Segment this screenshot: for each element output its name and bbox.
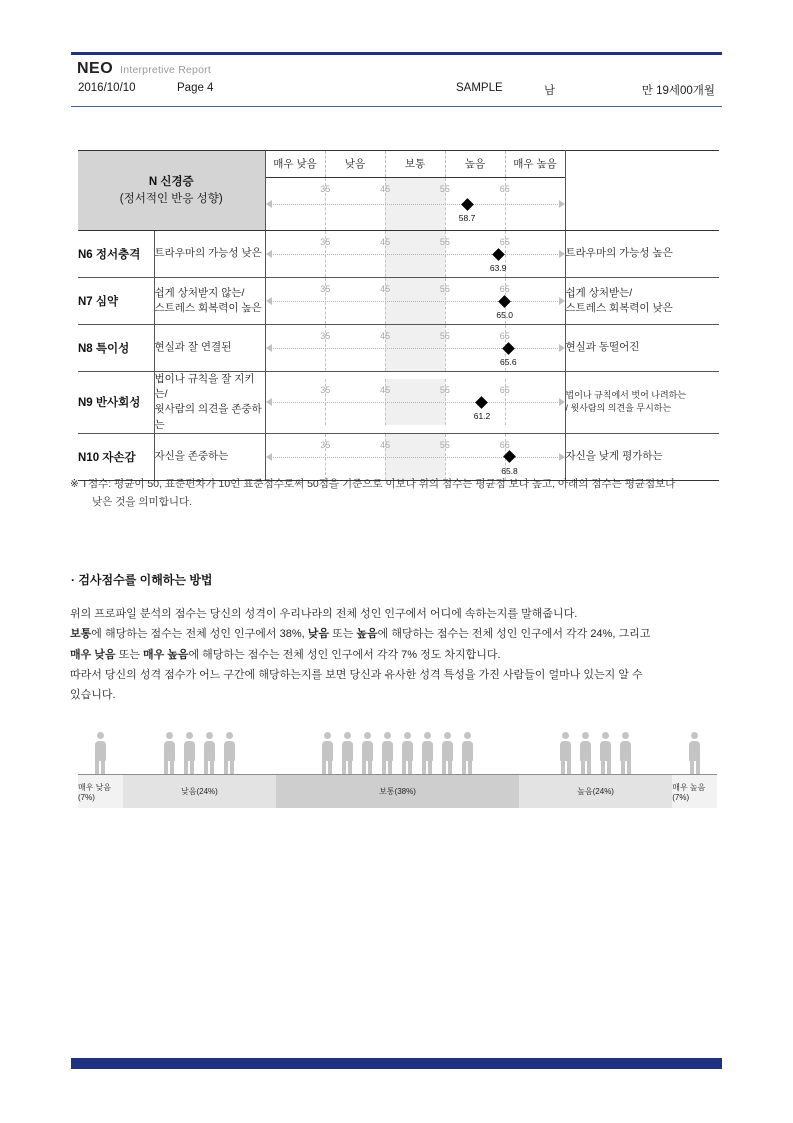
tick-label-55: 55 xyxy=(439,237,450,247)
header-meta xyxy=(77,80,716,100)
facet-high-description: 트라우마의 가능성 높은 xyxy=(565,231,719,278)
person-icon xyxy=(619,732,632,774)
table-row xyxy=(78,433,719,480)
axis-left-arrow-icon xyxy=(266,297,272,305)
tick-label-35: 35 xyxy=(320,237,331,247)
person-icon xyxy=(223,732,236,774)
facet-scale-cell xyxy=(265,372,565,434)
footnote-line-2: 낮은 것을 의미합니다. xyxy=(92,496,193,509)
tick-label-35: 35 xyxy=(320,385,331,396)
axis-left-arrow-icon xyxy=(266,398,272,406)
explain-p2-part-1: 보통 xyxy=(70,628,92,641)
scale-axis-line xyxy=(271,254,560,255)
band-header-1: 매우 낮음 xyxy=(266,151,326,177)
score-value: 65.6 xyxy=(500,356,517,367)
score-marker xyxy=(492,248,505,261)
person-icon xyxy=(94,732,107,774)
band-header-3: 보통 xyxy=(386,151,446,177)
axis-left-arrow-icon xyxy=(266,250,272,258)
tick-label-55: 55 xyxy=(439,331,450,341)
header-blank-cell xyxy=(565,151,719,231)
page-number: Page 4 xyxy=(177,82,214,94)
scale-axis-line xyxy=(271,402,560,403)
facet-scale-cell xyxy=(265,433,565,480)
facet-code: N10 자손감 xyxy=(78,433,154,480)
band-header-cell xyxy=(265,151,565,231)
person-icon xyxy=(203,732,216,774)
tick-label-55: 55 xyxy=(439,284,450,294)
axis-right-arrow-icon xyxy=(559,453,565,461)
person-icon xyxy=(401,732,414,774)
scale-axis-line xyxy=(271,457,560,458)
population-distribution xyxy=(78,726,717,808)
band-header-2: 낮음 xyxy=(326,151,386,177)
axis-left-arrow-icon xyxy=(266,344,272,352)
distribution-figure-group xyxy=(78,726,123,774)
distribution-figure-group xyxy=(123,726,276,774)
facet-scale-plot xyxy=(266,325,565,371)
tick-label-55: 55 xyxy=(439,439,450,450)
table-row xyxy=(78,278,719,325)
distribution-figure-group xyxy=(519,726,672,774)
facet-scale-plot xyxy=(266,278,565,324)
axis-left-arrow-icon xyxy=(266,200,272,208)
tick-label-45: 45 xyxy=(380,237,391,247)
domain-title-cell xyxy=(78,151,265,231)
explain-paragraph-3 xyxy=(70,645,735,665)
tick-label-55: 55 xyxy=(439,184,450,194)
axis-left-arrow-icon xyxy=(266,453,272,461)
table-row xyxy=(78,372,719,434)
footnote-line-1: ※ T점수: 평균이 50, 표준편차가 10인 표준점수로써 50점을 기준으로 이보다 위의 점수는 평균점 보다 높고, 아래의 점수는 평균점보다 xyxy=(70,478,676,490)
logo-text: NEO xyxy=(77,60,114,77)
facet-scale-plot xyxy=(266,379,565,425)
scale-axis-line xyxy=(271,348,560,349)
table-row xyxy=(78,231,719,278)
axis-right-arrow-icon xyxy=(559,200,565,208)
tick-label-45: 45 xyxy=(380,284,391,294)
explain-p2-part-3: 낮음 xyxy=(307,628,330,641)
facet-high-description: 쉽게 상처받는/ 스트레스 회복력이 낮은 xyxy=(565,278,719,325)
explain-p2-part-5: 높음 xyxy=(356,628,378,641)
domain-subtitle: (정서적인 반응 성향) xyxy=(119,192,223,205)
person-icon xyxy=(321,732,334,774)
table-row xyxy=(78,325,719,372)
score-marker xyxy=(461,198,474,211)
person-icon xyxy=(163,732,176,774)
subject-age: 만 19세00개월 xyxy=(641,85,715,97)
explain-p3-part-4: 에 해당하는 점수는 전체 성인 인구에서 각각 7% 정도 차지합니다. xyxy=(188,648,501,661)
person-icon xyxy=(361,732,374,774)
explain-paragraph-2 xyxy=(70,624,735,644)
tick-label-45: 45 xyxy=(380,331,391,341)
band-header-4: 높음 xyxy=(446,151,506,177)
tick-label-65: 65 xyxy=(499,284,510,294)
header-bottom-rule xyxy=(71,106,722,107)
distribution-bar xyxy=(78,774,717,808)
explain-p2-part-6: 에 해당하는 점수는 전체 성인 인구에서 각각 24%, 그리고 xyxy=(377,628,651,641)
facet-low-description: 트라우마의 가능성 낮은 xyxy=(154,231,265,278)
subject-sex: 남 xyxy=(544,85,556,97)
page-header xyxy=(71,52,722,107)
facet-code: N6 정서충격 xyxy=(78,231,154,278)
facet-low-description: 자신을 존중하는 xyxy=(154,433,265,480)
distribution-figure-group xyxy=(672,726,717,774)
person-icon xyxy=(688,732,701,774)
person-icon xyxy=(599,732,612,774)
facet-low-description: 쉽게 상처받지 않는/ 스트레스 회복력이 높은 xyxy=(154,278,265,325)
table-header-row xyxy=(78,151,719,231)
facet-scale-cell xyxy=(265,325,565,372)
tick-label-65: 65 xyxy=(499,385,510,396)
facet-low-description: 현실과 잘 연결된 xyxy=(154,325,265,372)
score-value: 65.8 xyxy=(501,465,518,476)
tick-label-35: 35 xyxy=(320,184,331,194)
facet-scale-plot xyxy=(266,231,565,277)
tick-label-65: 65 xyxy=(499,184,510,194)
person-icon xyxy=(441,732,454,774)
facet-code: N8 특이성 xyxy=(78,325,154,372)
logo-subtitle: Interpretive Report xyxy=(120,64,211,76)
facet-high-description: 현실과 동떨어진 xyxy=(565,325,719,372)
explain-p2-part-4: 또는 xyxy=(329,628,357,641)
explain-heading: · 검사점수를 이해하는 방법 xyxy=(71,573,213,587)
tick-label-65: 65 xyxy=(499,237,510,247)
facet-code: N9 반사회성 xyxy=(78,372,154,434)
person-icon xyxy=(421,732,434,774)
facet-low-description: 법이나 규칙을 잘 지키는/ 윗사람의 의견을 존중하는 xyxy=(154,372,265,434)
tick-label-65: 65 xyxy=(499,331,510,341)
explain-p3-part-2: 또는 xyxy=(115,648,143,661)
facet-scale-plot xyxy=(266,434,565,480)
scale-axis-line xyxy=(271,301,560,302)
explain-p2-part-2: 에 해당하는 점수는 전체 성인 인구에서 38%, xyxy=(91,628,308,641)
person-icon xyxy=(341,732,354,774)
score-value: 63.9 xyxy=(489,262,507,273)
person-icon xyxy=(461,732,474,774)
tick-label-35: 35 xyxy=(320,439,331,450)
tick-label-65: 65 xyxy=(499,439,510,450)
scale-axis-line xyxy=(271,204,560,205)
distribution-segment: 낮음(24%) xyxy=(123,775,276,808)
band-header-strip xyxy=(266,151,565,178)
axis-right-arrow-icon xyxy=(559,398,565,406)
distribution-figures xyxy=(78,726,717,774)
explain-p3-part-1: 매우 낮음 xyxy=(70,648,116,661)
explain-paragraph-5: 있습니다. xyxy=(70,689,116,702)
band-header-5: 매우 높음 xyxy=(513,158,557,170)
brand-logo xyxy=(77,60,716,77)
summary-scale-plot xyxy=(266,178,565,230)
score-value: 58.7 xyxy=(458,213,476,224)
report-date: 2016/10/10 xyxy=(78,82,136,94)
score-marker xyxy=(498,295,511,308)
axis-right-arrow-icon xyxy=(559,344,565,352)
axis-right-arrow-icon xyxy=(559,250,565,258)
tick-label-35: 35 xyxy=(320,331,331,341)
distribution-segment: 높음(24%) xyxy=(519,775,672,808)
score-value: 65.0 xyxy=(496,309,513,320)
tick-label-45: 45 xyxy=(380,385,391,396)
profile-table xyxy=(78,150,719,481)
explain-paragraph-4: 따라서 당신의 성격 점수가 어느 구간에 해당하는지를 보면 당신과 유사한 성격 특성을 가진 사람들이 얼마나 있는지 알 수 xyxy=(70,669,643,682)
tick-label-55: 55 xyxy=(439,385,450,396)
person-icon xyxy=(579,732,592,774)
distribution-segment: 매우 높음(7%) xyxy=(672,775,717,808)
explain-paragraph-1: 위의 프로파일 분석의 점수는 당신의 성격이 우리나라의 전체 성인 인구에서 어디에 속하는지를 말해줍니다. xyxy=(70,608,578,620)
explain-body xyxy=(70,604,735,706)
distribution-segment: 보통(38%) xyxy=(276,775,519,808)
facet-code: N7 심약 xyxy=(78,278,154,325)
facet-high-description: 자신을 낮게 평가하는 xyxy=(565,433,719,480)
person-icon xyxy=(559,732,572,774)
facet-scale-cell xyxy=(265,278,565,325)
footer-bar xyxy=(71,1058,722,1069)
tick-label-45: 45 xyxy=(380,439,391,450)
person-icon xyxy=(381,732,394,774)
facet-scale-cell xyxy=(265,231,565,278)
subject-name: SAMPLE xyxy=(456,82,503,94)
tick-label-35: 35 xyxy=(320,284,331,294)
distribution-segment: 매우 낮음(7%) xyxy=(78,775,123,808)
axis-right-arrow-icon xyxy=(559,297,565,305)
t-score-footnote xyxy=(70,475,730,512)
score-marker xyxy=(476,396,489,409)
tick-label-45: 45 xyxy=(380,184,391,194)
explain-p3-part-3: 매우 높음 xyxy=(142,648,189,661)
facet-high-description: 법이나 규칙에서 벗어 나려하는 / 윗사람의 의견을 무시하는 xyxy=(565,372,719,434)
distribution-figure-group xyxy=(276,726,519,774)
score-value: 61.2 xyxy=(473,411,491,422)
domain-title: N 신경증 xyxy=(148,175,194,188)
person-icon xyxy=(183,732,196,774)
